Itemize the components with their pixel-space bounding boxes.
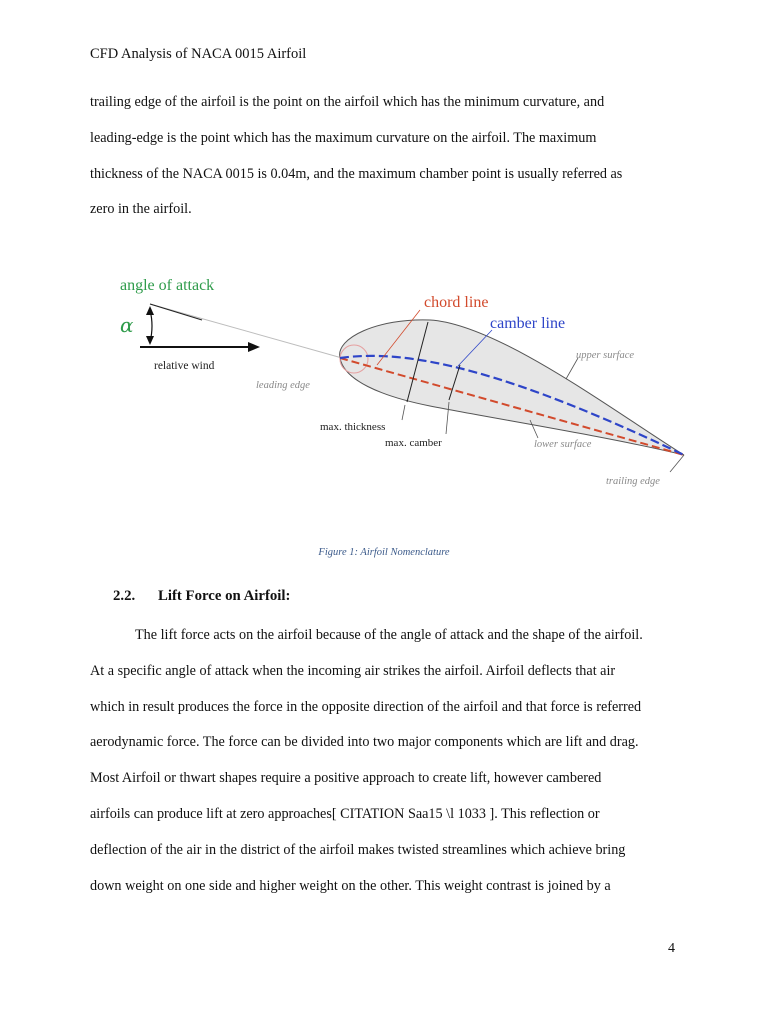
text-line: The lift force acts on the airfoil because of the angle of attack and the shape of the airfoil. <box>135 627 643 643</box>
chord-line-label: chord line <box>424 294 489 311</box>
lower-surface-label: lower surface <box>534 439 592 450</box>
max-thickness-label: max. thickness <box>320 421 386 433</box>
max-thickness-leader <box>402 405 405 420</box>
relative-wind-extension <box>150 304 342 358</box>
angle-of-attack-label: angle of attack <box>120 277 215 294</box>
trailing-edge-label: trailing edge <box>606 476 660 487</box>
upper-surface-leader <box>566 358 578 379</box>
figure-caption: Figure 1: Airfoil Nomenclature <box>318 547 450 558</box>
text-line: thickness of the NACA 0015 is 0.04m, and the maximum chamber point is usually referred as <box>90 165 623 182</box>
text-line: which in result produces the force in the opposite direction of the airfoil and that force is referred <box>90 698 642 715</box>
page-number: 4 <box>668 941 675 956</box>
airfoil-shape <box>340 320 684 455</box>
trailing-edge-leader <box>670 455 684 472</box>
leading-edge-label: leading edge <box>256 380 310 391</box>
section-heading <box>113 588 290 605</box>
alpha-arrowhead-top <box>146 306 154 315</box>
attack-line <box>150 304 202 320</box>
text-line: leading-edge is the point which has the maximum curvature on the airfoil. The maximum <box>90 129 597 146</box>
alpha-symbol: α <box>120 313 134 337</box>
airfoil-nomenclature-figure <box>110 262 700 502</box>
text-line: zero in the airfoil. <box>90 201 192 218</box>
running-header: CFD Analysis of NACA 0015 Airfoil <box>90 46 307 62</box>
alpha-arrowhead-bottom <box>146 336 154 345</box>
text-line: At a specific angle of attack when the incoming air strikes the airfoil. Airfoil deflects that air <box>90 662 616 679</box>
text-line: aerodynamic force. The force can be divided into two major components which are lift and drag. <box>90 734 639 751</box>
section-number: 2.2. <box>113 588 136 604</box>
text-line: Most Airfoil or thwart shapes require a positive approach to create lift, however cambered <box>90 770 602 787</box>
camber-line-label: camber line <box>490 315 566 332</box>
upper-surface-label: upper surface <box>576 350 635 361</box>
section-title: Lift Force on Airfoil: <box>158 588 291 604</box>
text-line: deflection of the air in the district of the airfoil makes twisted streamlines which achieve bring <box>90 841 626 858</box>
relative-wind-label: relative wind <box>154 360 215 372</box>
relative-wind-arrowhead <box>248 342 260 352</box>
text-line: airfoils can produce lift at zero approaches[ CITATION Saa15 \l 1033 ]. This reflection or <box>90 805 600 822</box>
paragraph-lift-force <box>90 618 690 904</box>
paragraph-intro <box>90 85 690 228</box>
max-camber-label: max. camber <box>385 437 442 449</box>
airfoil-diagram <box>110 262 700 502</box>
text-line: down weight on one side and higher weight on the other. This weight contrast is joined by a <box>90 877 611 894</box>
text-line: trailing edge of the airfoil is the point on the airfoil which has the minimum curvature, and <box>90 94 605 110</box>
